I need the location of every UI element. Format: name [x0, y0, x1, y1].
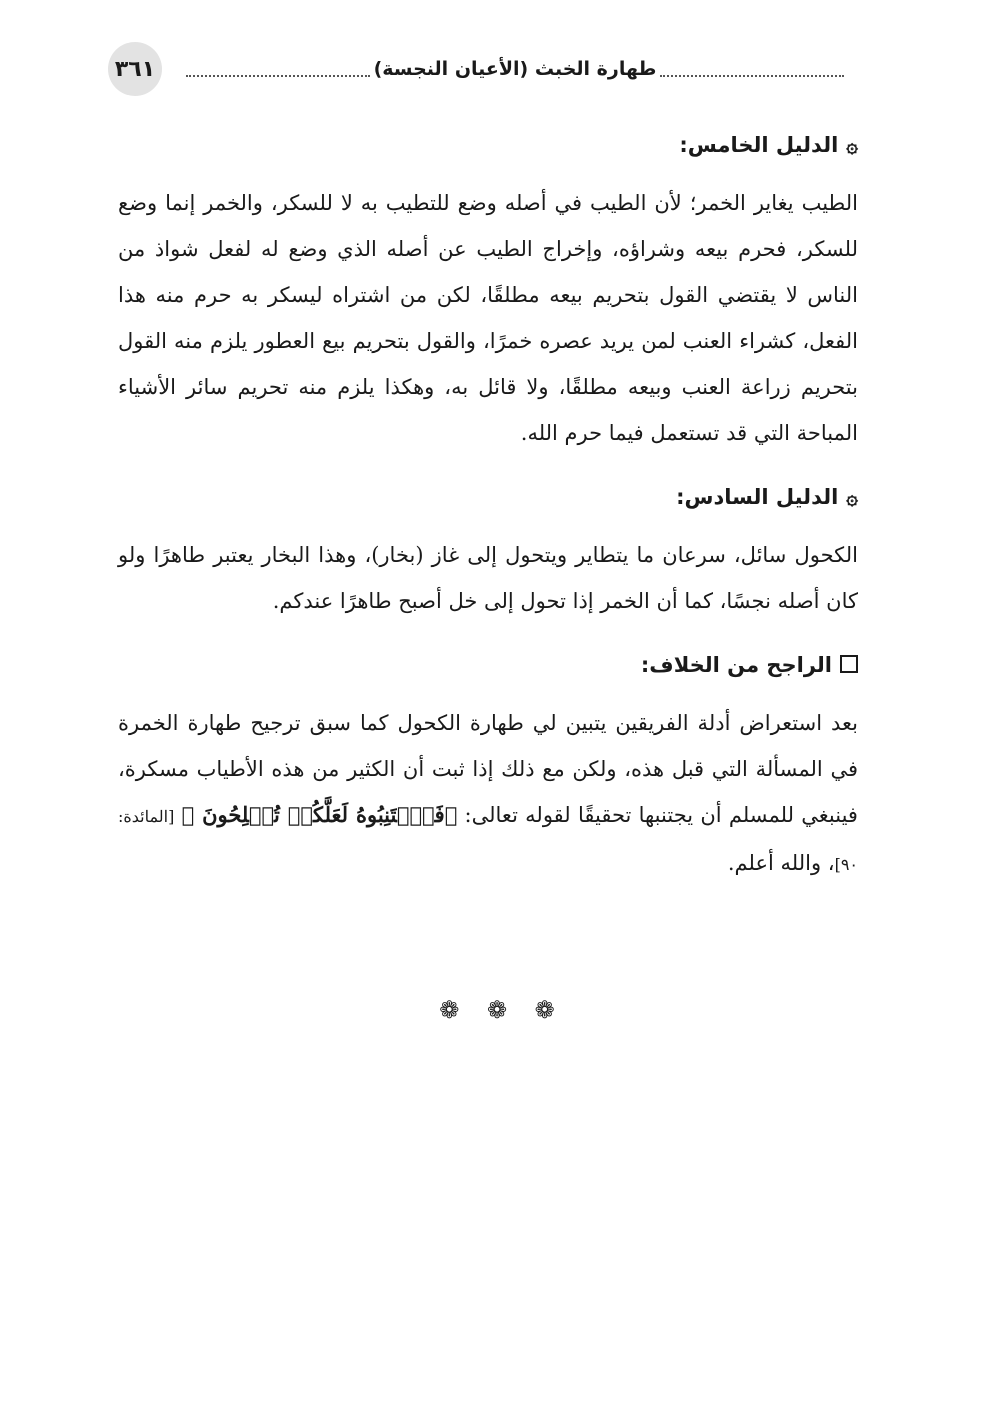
heading-sixth-evidence — [118, 470, 858, 524]
heading-fifth-evidence — [118, 118, 858, 172]
heading-fifth-title: الدليل الخامس: — [679, 133, 839, 157]
page-header — [108, 40, 844, 96]
paragraph-sixth-evidence — [118, 532, 858, 624]
dotted-leader-right — [660, 75, 844, 77]
leaf-ornament-icon: ۞ — [846, 133, 858, 157]
paragraph-fifth-evidence — [118, 180, 858, 456]
paragraph-preferred-text — [118, 700, 858, 888]
running-title: طهارة الخبث (الأعيان النجسة) — [373, 58, 657, 80]
paragraph-preferred-opinion — [118, 700, 858, 888]
heading-preferred-opinion — [118, 638, 858, 692]
dotted-leader-left — [186, 75, 370, 77]
page-number: ٣٦١ — [108, 42, 162, 96]
paragraph-sixth-text: الكحول سائل، سرعان ما يتطاير ويتحول إلى غاز (بخار)، وهذا البخار يعتبر طاهرًا ولو كان أصله نجسًا، كما أن الخمر إذا تحول إلى خل أصبح طاهرًا عندكم. — [118, 543, 858, 613]
heading-preferred-title: الراجح من الخلاف: — [640, 653, 832, 677]
preferred-text-body: بعد استعراض أدلة الفريقين يتبين لي طهارة الكحول كما سبق ترجيح طهارة الخمرة في المسألة التي قبل هذه، ولكن مع ذلك إذا ثبت أن الكثير من هذه الأطياب مسكرة، فينبغي للمسلم أن يجتنبها تحقيقًا لقوله تعالى: — [118, 711, 858, 827]
quran-reference: [المائدة: ٩٠] — [118, 807, 858, 874]
paragraph-fifth-text: الطيب يغاير الخمر؛ لأن الطيب في أصله وضع للتطيب به لا للسكر، والخمر إنما وضع للسكر، فحرم بيعه وشراؤه، وإخراج الطيب عن أصله الذي وضع له لفعل شواذ من الناس لا يقتضي القول بتحريم بيعه مطلقًا، لكن من اشتراه ليسكر به حرم منه هذا الفعل، كشراء العنب لمن يريد عصره خمرًا، والقول بتحريم بيع العطور يلزم منه القول بتحريم زراعة العنب وبيعه مطلقًا، ولا قائل به، وهكذا يلزم منه تحريم سائر الأشياء المباحة التي قد تستعمل فيما حرم الله. — [118, 191, 858, 445]
section-end-ornament: ❁ ❁ ❁ — [439, 996, 565, 1024]
leaf-ornament-icon: ۞ — [846, 485, 858, 509]
page-content — [118, 118, 858, 902]
closing-phrase: ، والله أعلم. — [727, 851, 835, 875]
checkbox-square-icon — [840, 655, 858, 673]
heading-sixth-title: الدليل السادس: — [676, 485, 839, 509]
quran-quote: ﴿فَٱجۡتَنِبُوهُ لَعَلَّكُمۡ تُفۡلِحُونَ ﴾ — [181, 802, 458, 827]
running-head — [186, 54, 844, 84]
